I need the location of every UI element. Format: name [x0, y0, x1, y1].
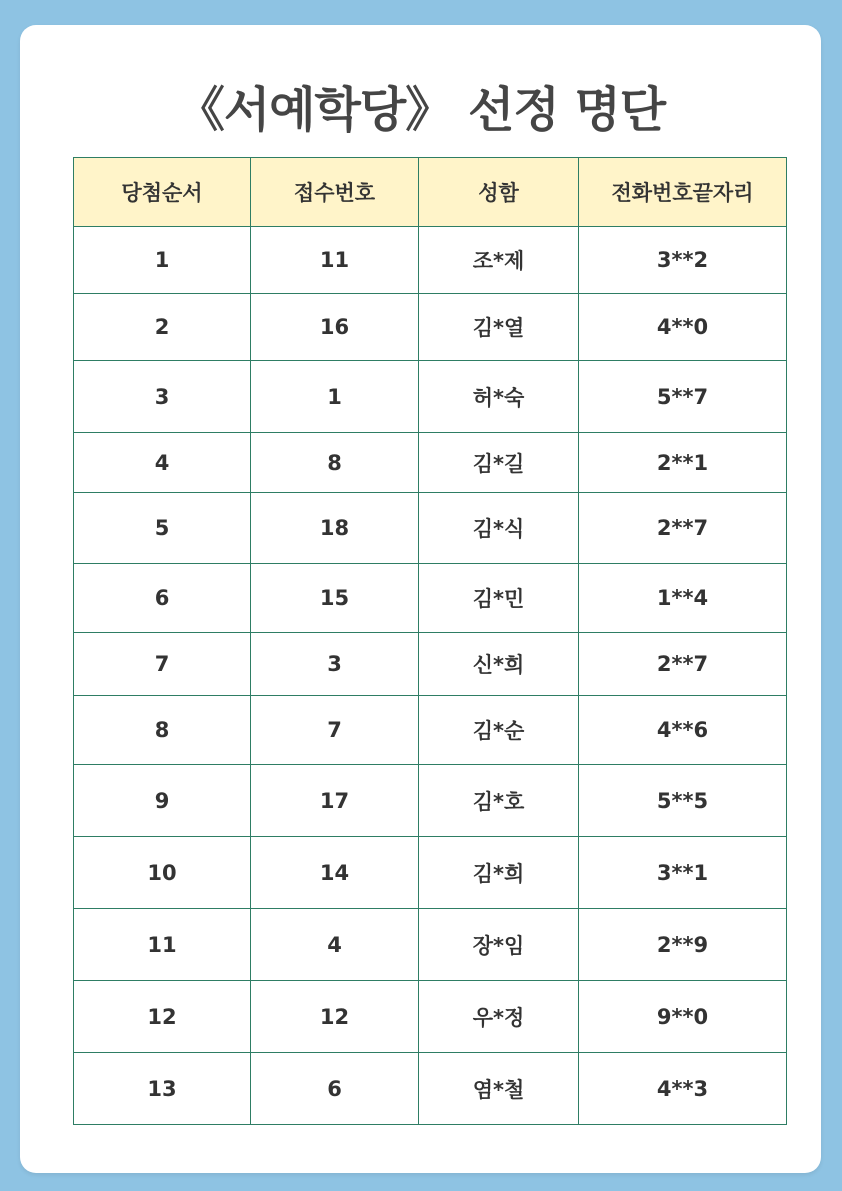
- phone-digits-cell: 2**7: [579, 633, 787, 696]
- draw-order-cell: 4: [74, 433, 251, 493]
- name-cell: 김*순: [419, 696, 579, 765]
- application-number-cell: 1: [251, 361, 419, 433]
- draw-order-cell: 5: [74, 493, 251, 564]
- draw-order-cell: 9: [74, 765, 251, 837]
- header-phone-last-digits: 전화번호끝자리: [579, 158, 787, 227]
- table-row: [74, 493, 787, 564]
- table-row: [74, 633, 787, 696]
- phone-digits-cell: 1**4: [579, 564, 787, 633]
- application-number-cell: 7: [251, 696, 419, 765]
- phone-digits-cell: 5**7: [579, 361, 787, 433]
- phone-digits-cell: 2**9: [579, 909, 787, 981]
- phone-digits-cell: 4**0: [579, 294, 787, 361]
- phone-digits-cell: 3**2: [579, 227, 787, 294]
- name-cell: 허*숙: [419, 361, 579, 433]
- table-row: [74, 696, 787, 765]
- name-cell: 김*호: [419, 765, 579, 837]
- table-row: [74, 909, 787, 981]
- phone-digits-cell: 4**6: [579, 696, 787, 765]
- draw-order-cell: 6: [74, 564, 251, 633]
- draw-order-cell: 12: [74, 981, 251, 1053]
- phone-digits-cell: 4**3: [579, 1053, 787, 1125]
- phone-digits-cell: 2**1: [579, 433, 787, 493]
- application-number-cell: 8: [251, 433, 419, 493]
- draw-order-cell: 1: [74, 227, 251, 294]
- name-cell: 신*희: [419, 633, 579, 696]
- draw-order-cell: 7: [74, 633, 251, 696]
- table-row: [74, 1053, 787, 1125]
- header-application-number: 접수번호: [251, 158, 419, 227]
- draw-order-cell: 13: [74, 1053, 251, 1125]
- draw-order-cell: 8: [74, 696, 251, 765]
- application-number-cell: 12: [251, 981, 419, 1053]
- page-title: 《서예학당》 선정 명단: [176, 82, 666, 138]
- draw-order-cell: 3: [74, 361, 251, 433]
- name-cell: 우*정: [419, 981, 579, 1053]
- name-cell: 염*철: [419, 1053, 579, 1125]
- header-draw-order: 당첨순서: [74, 158, 251, 227]
- application-number-cell: 17: [251, 765, 419, 837]
- header-name: 성함: [419, 158, 579, 227]
- name-cell: 김*식: [419, 493, 579, 564]
- draw-order-cell: 2: [74, 294, 251, 361]
- phone-digits-cell: 3**1: [579, 837, 787, 909]
- name-cell: 김*민: [419, 564, 579, 633]
- application-number-cell: 15: [251, 564, 419, 633]
- application-number-cell: 4: [251, 909, 419, 981]
- name-cell: 장*임: [419, 909, 579, 981]
- table-row: [74, 981, 787, 1053]
- phone-digits-cell: 9**0: [579, 981, 787, 1053]
- application-number-cell: 14: [251, 837, 419, 909]
- name-cell: 김*열: [419, 294, 579, 361]
- header-row: [74, 158, 787, 227]
- table-row: [74, 227, 787, 294]
- name-cell: 김*희: [419, 837, 579, 909]
- application-number-cell: 18: [251, 493, 419, 564]
- phone-digits-cell: 2**7: [579, 493, 787, 564]
- table-row: [74, 765, 787, 837]
- application-number-cell: 16: [251, 294, 419, 361]
- table-row: [74, 294, 787, 361]
- table-row: [74, 361, 787, 433]
- draw-order-cell: 10: [74, 837, 251, 909]
- application-number-cell: 11: [251, 227, 419, 294]
- table-row: [74, 433, 787, 493]
- draw-order-cell: 11: [74, 909, 251, 981]
- application-number-cell: 3: [251, 633, 419, 696]
- phone-digits-cell: 5**5: [579, 765, 787, 837]
- winners-table: [73, 157, 787, 1125]
- name-cell: 김*길: [419, 433, 579, 493]
- name-cell: 조*제: [419, 227, 579, 294]
- table-row: [74, 564, 787, 633]
- table-row: [74, 837, 787, 909]
- application-number-cell: 6: [251, 1053, 419, 1125]
